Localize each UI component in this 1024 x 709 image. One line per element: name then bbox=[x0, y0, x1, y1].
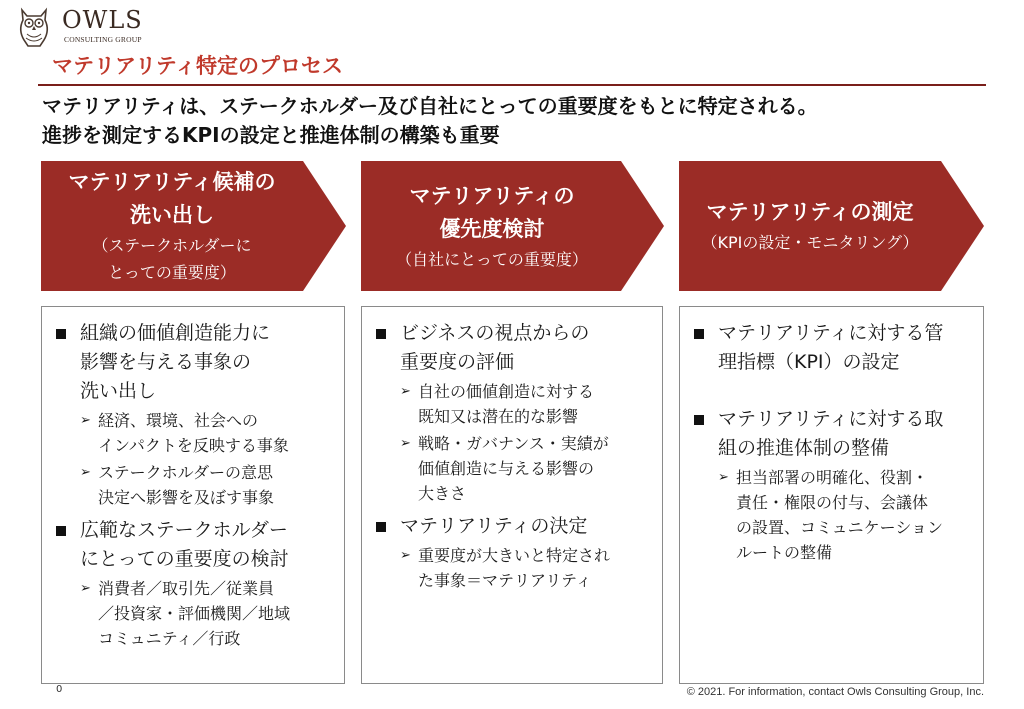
arrow-bullet-icon: ➢ bbox=[80, 581, 91, 596]
square-bullet-icon bbox=[376, 329, 386, 339]
sub-item-text: 戦略・ガバナンス・実績が 価値創造に与える影響の 大きさ bbox=[418, 434, 609, 503]
item-heading: マテリアリティに対する取 組の推進体制の整備 bbox=[718, 408, 944, 459]
sub-item-text: 自社の価値創造に対する 既知又は潜在的な影響 bbox=[418, 382, 595, 426]
arrow-bullet-icon: ➢ bbox=[718, 470, 729, 485]
step-title: マテリアリティの 優先度検討 bbox=[409, 183, 575, 241]
item-heading: ビジネスの視点からの 重要度の評価 bbox=[400, 322, 590, 373]
arrow-bullet-icon: ➢ bbox=[80, 413, 91, 428]
sub-item-text: ステークホルダーの意思 決定へ影響を及ぼす事象 bbox=[98, 463, 275, 507]
square-bullet-icon bbox=[376, 522, 386, 532]
sub-item-text: 担当部署の明確化、役割・ 責任・権限の付与、会議体 の設置、コミュニケーション ルートの整備 bbox=[736, 468, 944, 562]
title-divider bbox=[38, 84, 986, 86]
copyright-notice: © 2021. For information, contact Owls Consulting Group, Inc. bbox=[686, 686, 984, 698]
step-title: マテリアリティ候補の 洗い出し bbox=[68, 170, 276, 227]
step-subtitle: （自社にとっての重要度） bbox=[396, 249, 588, 269]
sub-item-text: 重要度が大きいと特定され た事象＝マテリアリティ bbox=[418, 546, 611, 590]
square-bullet-icon bbox=[56, 329, 66, 339]
list-item bbox=[692, 405, 973, 463]
lead-line: マテリアリティは、ステークホルダー及び自社にとっての重要度をもとに特定される。 bbox=[42, 94, 818, 118]
square-bullet-icon bbox=[694, 329, 704, 339]
step-detail-box-1 bbox=[41, 306, 345, 684]
step-detail-box-2 bbox=[361, 306, 663, 684]
step-detail-box-3 bbox=[679, 306, 984, 684]
step-chevron-2 bbox=[361, 161, 664, 291]
arrow-bullet-icon: ➢ bbox=[80, 465, 91, 480]
sub-item-text: 経済、環境、社会への インパクトを反映する事象 bbox=[98, 411, 289, 455]
list-item bbox=[54, 319, 334, 406]
sub-item bbox=[400, 543, 652, 593]
owl-icon bbox=[14, 4, 54, 48]
sub-item-text: 消費者／取引先／従業員 ／投資家・評価機関／地域 コミュニティ／行政 bbox=[98, 579, 291, 648]
square-bullet-icon bbox=[56, 526, 66, 536]
step-title: マテリアリティの測定 bbox=[706, 200, 914, 224]
step-chevron-1 bbox=[41, 161, 346, 291]
logo-name: OWLS bbox=[62, 6, 143, 34]
lead-line: 進捗を測定するKPIの設定と推進体制の構築も重要 bbox=[42, 123, 500, 147]
lead-text bbox=[42, 92, 818, 150]
sub-item bbox=[80, 408, 334, 458]
list-item bbox=[692, 319, 973, 377]
item-heading: マテリアリティの決定 bbox=[400, 515, 588, 537]
page-title: マテリアリティ特定のプロセス bbox=[52, 54, 344, 78]
list-item bbox=[374, 319, 652, 377]
arrow-bullet-icon: ➢ bbox=[400, 436, 411, 451]
list-item bbox=[54, 516, 334, 574]
sub-item bbox=[400, 379, 652, 429]
item-heading: 組織の価値創造能力に 影響を与える事象の 洗い出し bbox=[80, 322, 271, 402]
list-item bbox=[374, 512, 652, 541]
step-subtitle: （ステークホルダーに とっての重要度） bbox=[92, 236, 252, 282]
page-number: 0 bbox=[56, 684, 63, 695]
step-subtitle: （KPIの設定・モニタリング） bbox=[701, 233, 919, 252]
sub-item bbox=[80, 576, 334, 651]
arrow-bullet-icon: ➢ bbox=[400, 548, 411, 563]
logo-tagline: CONSULTING GROUP bbox=[64, 35, 142, 44]
square-bullet-icon bbox=[694, 415, 704, 425]
sub-item bbox=[80, 460, 334, 510]
sub-item bbox=[718, 465, 973, 565]
arrow-bullet-icon: ➢ bbox=[400, 384, 411, 399]
sub-item bbox=[400, 431, 652, 506]
company-logo bbox=[14, 4, 154, 48]
item-heading: 広範なステークホルダー にとっての重要度の検討 bbox=[80, 519, 289, 570]
step-chevron-3 bbox=[679, 161, 984, 291]
item-heading: マテリアリティに対する管 理指標（KPI）の設定 bbox=[718, 322, 944, 373]
